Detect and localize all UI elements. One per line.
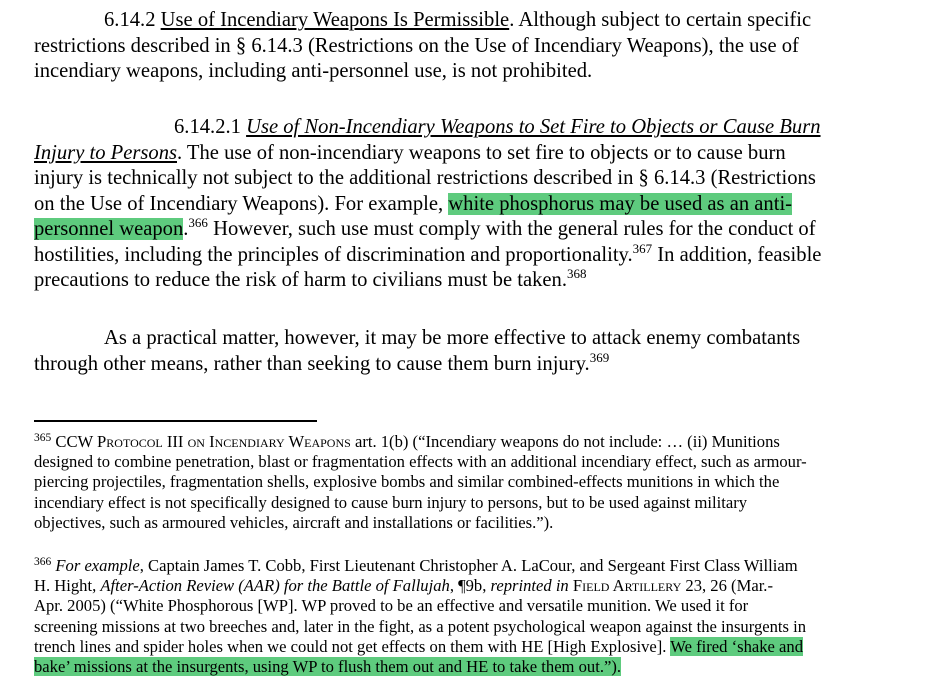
body-text: However, such use must comply with the general rules for the conduct of bbox=[207, 218, 816, 240]
body-text: As a practical matter, however, it may be more effective to attack enemy combatants bbox=[104, 327, 801, 349]
practical-paragraph-line-2 bbox=[34, 349, 946, 378]
footnote-366-line-6 bbox=[34, 657, 946, 677]
body-text: hostilities, including the principles of discrimination and proportionality. bbox=[34, 243, 633, 266]
footnote-366-line-5 bbox=[34, 637, 946, 657]
section-number: 6.14.2.1 bbox=[174, 116, 247, 138]
section-6-14-2-1-line-5 bbox=[34, 217, 946, 243]
section-6-14-2-1-line-4 bbox=[34, 192, 946, 218]
highlighted-text: personnel weapon bbox=[34, 218, 184, 240]
highlighted-text: bake’ missions at the insurgents, using WP to flush them out and HE to take them out.”). bbox=[34, 656, 622, 676]
highlighted-text: We fired ‘shake and bbox=[670, 636, 803, 656]
footnote-366-line-1 bbox=[34, 556, 946, 576]
footnote-text: , ¶9b, bbox=[449, 576, 491, 596]
body-text: incendiary weapons, including anti-personnel use, is not prohibited. bbox=[34, 60, 593, 82]
section-heading: Use of Incendiary Weapons Is Permissible bbox=[160, 9, 510, 31]
footnote-text: incendiary effect is not specifically designed to cause burn injury to persons, but to be used against military bbox=[34, 492, 748, 512]
footnote-365-line-1 bbox=[34, 432, 946, 452]
footnote-366-line-2 bbox=[34, 576, 946, 596]
source-title: After-Action Review (AAR) for the Battle of Fallujah bbox=[100, 576, 450, 596]
footnote-text: objectives, such as armoured vehicles, aircraft and installations or facilities.”). bbox=[34, 512, 554, 532]
body-text: injury is technically not subject to the additional restrictions described in § 6.14.3 (Restrictions bbox=[34, 167, 816, 189]
footnote-text: H. Hight, bbox=[34, 576, 101, 596]
footnote-text: screening missions at two breeches and, later in the fight, as a potent psychological weapon against the insurgents in bbox=[34, 616, 807, 636]
body-text: In addition, feasible bbox=[652, 243, 822, 266]
footnote-text: , Captain James T. Cobb, First Lieutenant Christopher A. LaCour, and Sergeant First Class William bbox=[139, 556, 798, 575]
body-text: . The use of non-incendiary weapons to set fire to objects or to cause burn bbox=[177, 141, 786, 164]
body-text: . Although subject to certain specific bbox=[509, 9, 812, 31]
highlighted-text: white phosphorus may be used as an anti- bbox=[448, 192, 793, 215]
section-6-14-2-1-line-6 bbox=[34, 240, 946, 269]
footnote-text: art. 1(b) (“Incendiary weapons do not include: … (ii) Munitions bbox=[350, 432, 780, 451]
footnote-reference[interactable]: 369 bbox=[589, 349, 610, 365]
source-title: CCW Protocol III on Incendiary Weapons bbox=[55, 432, 351, 451]
footnote-text: 23, 26 (Mar.- bbox=[681, 576, 773, 596]
section-6-14-2-line-1 bbox=[34, 8, 946, 34]
footnote-text: designed to combine penetration, blast or fragmentation effects with an additional incendiary effect, such as armour- bbox=[34, 452, 807, 472]
section-6-14-2-1 bbox=[34, 115, 946, 294]
body-text: through other means, rather than seeking to cause them burn injury. bbox=[34, 352, 590, 375]
footnote-text: piercing projectiles, fragmentation shells, explosive bombs and similar combined-effects munitions in which the bbox=[34, 472, 780, 492]
footnote-signal: reprinted in bbox=[490, 576, 569, 596]
footnote-signal: For example bbox=[55, 556, 140, 575]
section-heading: Injury to Persons bbox=[34, 141, 177, 164]
section-heading: Use of Non-Incendiary Weapons to Set Fire to Objects or Cause Burn bbox=[246, 116, 821, 138]
footnote-text: Apr. 2005) (“White Phosphorous [WP]. WP proved to be an effective and versatile munition. We used it for bbox=[34, 596, 749, 616]
section-6-14-2-1-line-1 bbox=[34, 115, 946, 141]
footnote-reference[interactable]: 366 bbox=[188, 215, 208, 230]
footnote-marker: 366 bbox=[34, 556, 52, 568]
footnote-366 bbox=[34, 556, 946, 677]
body-text: on the Use of Incendiary Weapons). For example, bbox=[34, 192, 449, 215]
footnote-marker: 365 bbox=[34, 432, 52, 444]
section-number: 6.14.2 bbox=[104, 9, 161, 31]
footnote-separator bbox=[34, 420, 317, 422]
section-6-14-2-1-line-7 bbox=[34, 268, 946, 294]
footnote-reference[interactable]: 368 bbox=[567, 266, 587, 281]
body-text: . bbox=[183, 218, 189, 240]
footnote-365 bbox=[34, 432, 946, 533]
body-text: restrictions described in § 6.14.3 (Restrictions on the Use of Incendiary Weapons), the use of bbox=[34, 34, 799, 57]
footnote-text: trench lines and spider holes when we could not get effects on them with HE [High Explosive]. bbox=[34, 636, 671, 656]
practical-paragraph bbox=[34, 326, 946, 377]
source-title: Field Artillery bbox=[568, 576, 682, 596]
footnote-reference[interactable]: 367 bbox=[632, 240, 653, 256]
body-text: precautions to reduce the risk of harm to civilians must be taken. bbox=[34, 269, 567, 291]
section-6-14-2-1-line-2 bbox=[34, 141, 946, 167]
section-6-14-2 bbox=[34, 8, 946, 85]
